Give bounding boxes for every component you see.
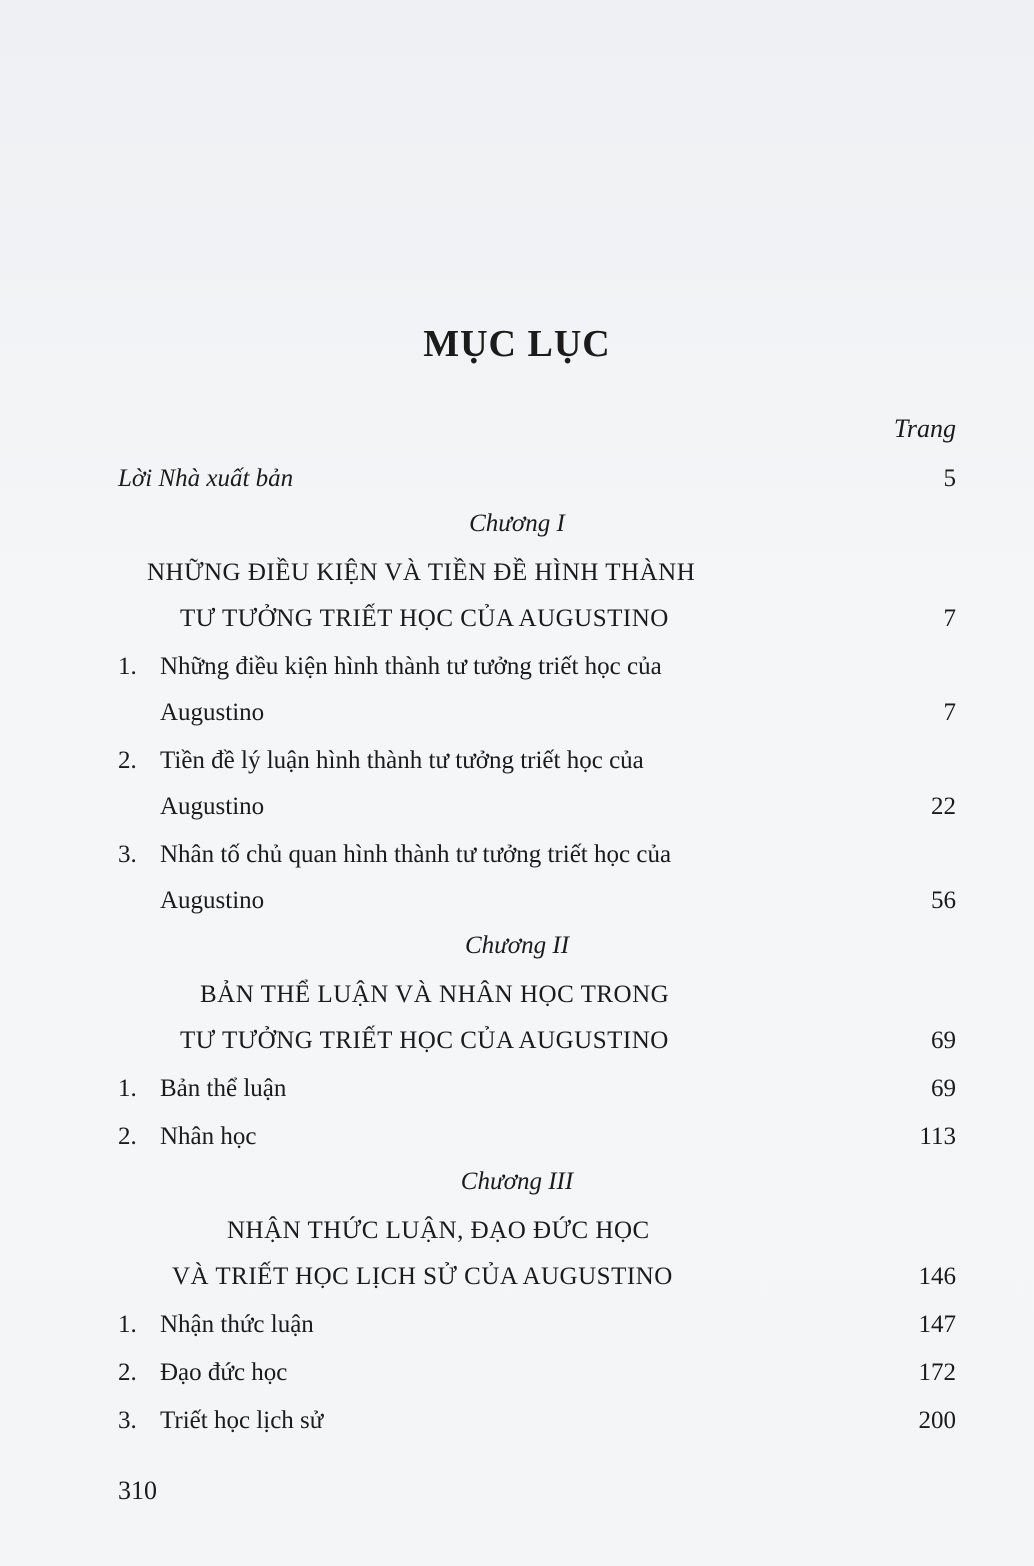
section-number: 2. [118, 1359, 137, 1386]
chapter-heading-line: NHẬN THỨC LUẬN, ĐẠO ĐỨC HỌC [227, 1217, 650, 1244]
section-number: 1. [118, 1075, 137, 1102]
chapter-label: Chương III [460, 1168, 574, 1195]
chapter-heading-line: TƯ TƯỞNG TRIẾT HỌC CỦA AUGUSTINO [180, 1027, 669, 1054]
section-title-line: Nhân học [160, 1123, 257, 1150]
toc-page-number: 113 [919, 1123, 956, 1150]
section-number: 1. [118, 653, 137, 680]
toc-page-number: 22 [931, 793, 956, 820]
chapter-heading-line: TƯ TƯỞNG TRIẾT HỌC CỦA AUGUSTINO [180, 605, 669, 632]
section-title-line: Đạo đức học [160, 1359, 288, 1386]
toc-section-entry [118, 1308, 956, 1342]
toc-section-entry [118, 1356, 956, 1390]
section-title-line: Augustino [160, 793, 265, 820]
chapter-heading-line: VÀ TRIẾT HỌC LỊCH SỬ CỦA AUGUSTINO [172, 1263, 673, 1290]
toc-page-number: 5 [943, 465, 956, 492]
toc-section-entry [118, 744, 956, 778]
chapter-heading-line: BẢN THỂ LUẬN VÀ NHÂN HỌC TRONG [200, 981, 670, 1008]
section-title-line: Những điều kiện hình thành tư tưởng triết học của [160, 653, 662, 680]
chapter-label: Chương II [464, 932, 570, 959]
section-number: 3. [118, 841, 137, 868]
toc-page-number: 69 [931, 1027, 956, 1054]
toc-section-entry [118, 1072, 956, 1106]
section-title-line: Augustino [160, 699, 265, 726]
section-title-line: Augustino [160, 887, 265, 914]
section-number: 2. [118, 1123, 137, 1150]
toc-section-entry-cont [118, 696, 956, 730]
page-column-label: Trang [893, 414, 956, 443]
section-title-line: Tiền đề lý luận hình thành tư tưởng triết học của [160, 747, 644, 774]
section-title-line: Bản thể luận [160, 1075, 287, 1102]
toc-page-number: 7 [943, 699, 956, 726]
toc-entry-label: Lời Nhà xuất bản [118, 465, 294, 492]
toc-page-number: 7 [943, 605, 956, 632]
toc-page-number: 147 [918, 1311, 956, 1338]
section-number: 3. [118, 1407, 137, 1434]
section-title-line: Nhân tố chủ quan hình thành tư tưởng triết học của [160, 841, 672, 868]
chapter-heading-line: NHỮNG ĐIỀU KIỆN VÀ TIỀN ĐỀ HÌNH THÀNH [147, 559, 696, 586]
toc-section-entry [118, 1404, 956, 1438]
toc-page-number: 69 [931, 1075, 956, 1102]
toc-page-number: 56 [931, 887, 956, 914]
toc-page-number: 172 [918, 1359, 956, 1386]
toc-page-number: 200 [918, 1407, 956, 1434]
toc-section-entry [118, 838, 956, 872]
toc-entry-preface [118, 462, 956, 496]
section-title-line: Triết học lịch sử [160, 1407, 324, 1434]
page-folio-number: 310 [118, 1476, 157, 1505]
toc-section-entry [118, 1120, 956, 1154]
page-title: MỤC LỤC [423, 323, 611, 365]
toc-section-entry-cont [118, 790, 956, 824]
section-number: 2. [118, 747, 137, 774]
section-title-line: Nhận thức luận [160, 1311, 314, 1338]
toc-page-number: 146 [918, 1263, 956, 1290]
chapter-label: Chương I [469, 510, 565, 537]
section-number: 1. [118, 1311, 137, 1338]
toc-section-entry-cont [118, 884, 956, 918]
toc-section-entry [118, 650, 956, 684]
